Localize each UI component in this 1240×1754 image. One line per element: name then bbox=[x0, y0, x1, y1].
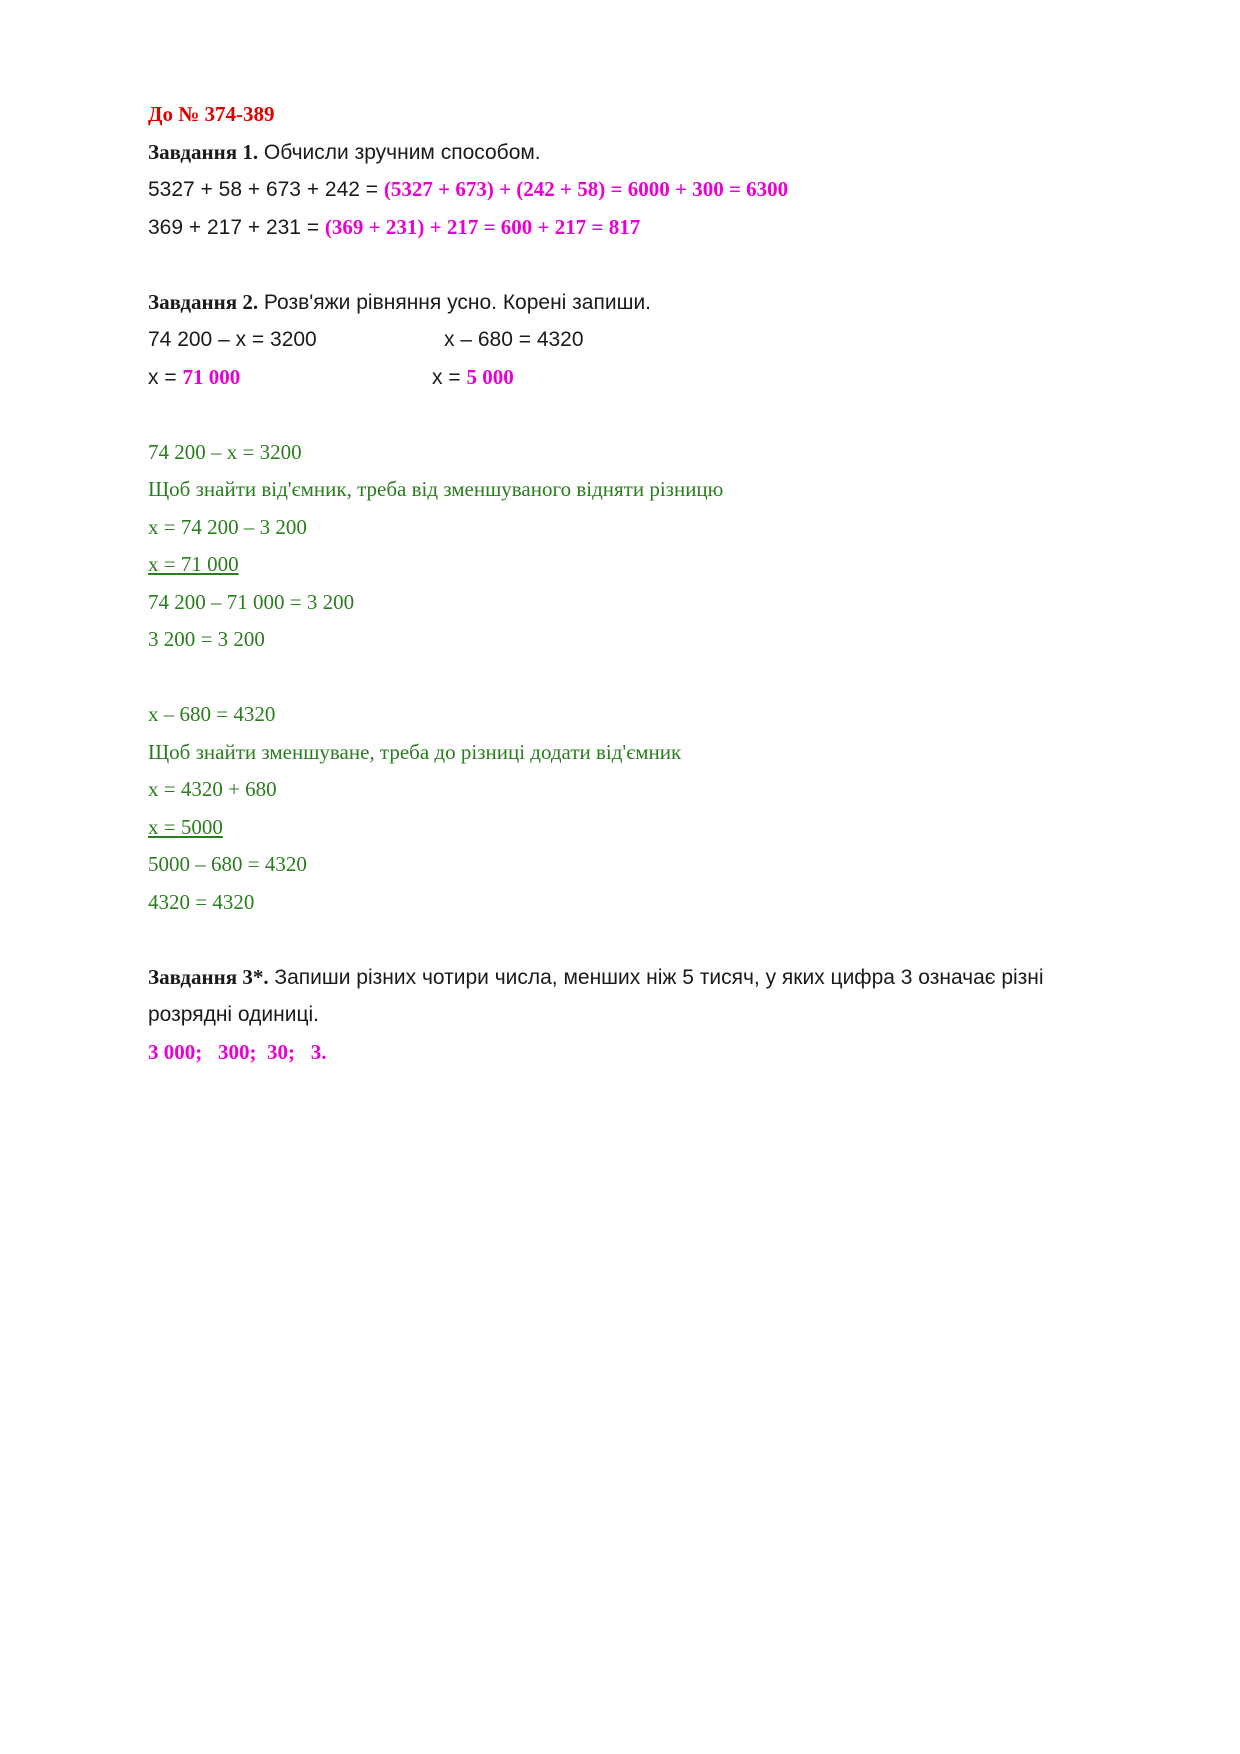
task1-title bbox=[148, 134, 1108, 172]
solution2-step: x = 4320 + 680 bbox=[148, 777, 277, 801]
task2-answer-1: x = 71 000 bbox=[148, 364, 241, 389]
spacer bbox=[148, 246, 1108, 284]
solution2-rule: Щоб знайти зменшуване, треба до різниці додати від'ємник bbox=[148, 739, 682, 764]
solution1-rule: Щоб знайти від'ємник, треба від зменшуваного відняти різницю bbox=[148, 477, 724, 501]
solution2-check: 4320 = 4320 bbox=[148, 889, 255, 914]
task3-label: Завдання 3*. bbox=[148, 964, 269, 989]
solution1-step: x = 74 200 – 3 200 bbox=[148, 514, 307, 539]
task1-line1-expression: 5327 + 58 + 673 + 242 = bbox=[148, 178, 384, 201]
task2-text: Розв'яжи рівняння усно. Корені запиши. bbox=[258, 290, 652, 314]
spacer bbox=[148, 921, 1108, 959]
task2-equations bbox=[148, 321, 1108, 359]
task1-line1 bbox=[148, 171, 1108, 209]
spacer bbox=[148, 396, 1108, 434]
solution1-check: 74 200 – 71 000 = 3 200 bbox=[148, 589, 355, 614]
task2-label: Завдання 2. bbox=[148, 289, 259, 314]
solution1-result: x = 71 000 bbox=[148, 552, 239, 576]
task1-line2-expression: 369 + 217 + 231 = bbox=[148, 215, 325, 239]
solution2-check: 5000 – 680 = 4320 bbox=[148, 852, 307, 876]
solution1-step: 74 200 – x = 3200 bbox=[148, 439, 302, 464]
spacer bbox=[148, 659, 1108, 697]
solution2-result: x = 5000 bbox=[148, 814, 223, 839]
solution2-step: x – 680 = 4320 bbox=[148, 702, 276, 726]
task1-line1-answer: (5327 + 673) + (242 + 58) = 6000 + 300 = 6300 bbox=[383, 177, 789, 201]
worksheet-page bbox=[148, 96, 1108, 1071]
task2-answer-2: x = 5 000 bbox=[432, 364, 514, 389]
task2-equation-1: 74 200 – x = 3200 bbox=[148, 328, 317, 351]
task3-text-continued: розрядні одиниці. bbox=[148, 1003, 319, 1026]
page-heading: До № 374-389 bbox=[148, 102, 275, 126]
task3-text: Запиши різних чотири числа, менших ніж 5 тисяч, у яких цифра 3 означає різні bbox=[268, 965, 1044, 989]
solution1-check: 3 200 = 3 200 bbox=[148, 627, 265, 651]
task3-answer: 3 000; 300; 30; 3. bbox=[148, 1039, 327, 1064]
task1-label: Завдання 1. bbox=[148, 139, 259, 164]
task1-line2 bbox=[148, 209, 1108, 247]
task2-answers bbox=[148, 359, 1108, 397]
task2-title bbox=[148, 284, 1108, 322]
task2-equation-2: x – 680 = 4320 bbox=[444, 328, 584, 351]
task1-line2-answer: (369 + 231) + 217 = 600 + 217 = 817 bbox=[324, 214, 641, 239]
task3-title bbox=[148, 959, 1108, 997]
task1-text: Обчисли зручним способом. bbox=[258, 140, 541, 164]
